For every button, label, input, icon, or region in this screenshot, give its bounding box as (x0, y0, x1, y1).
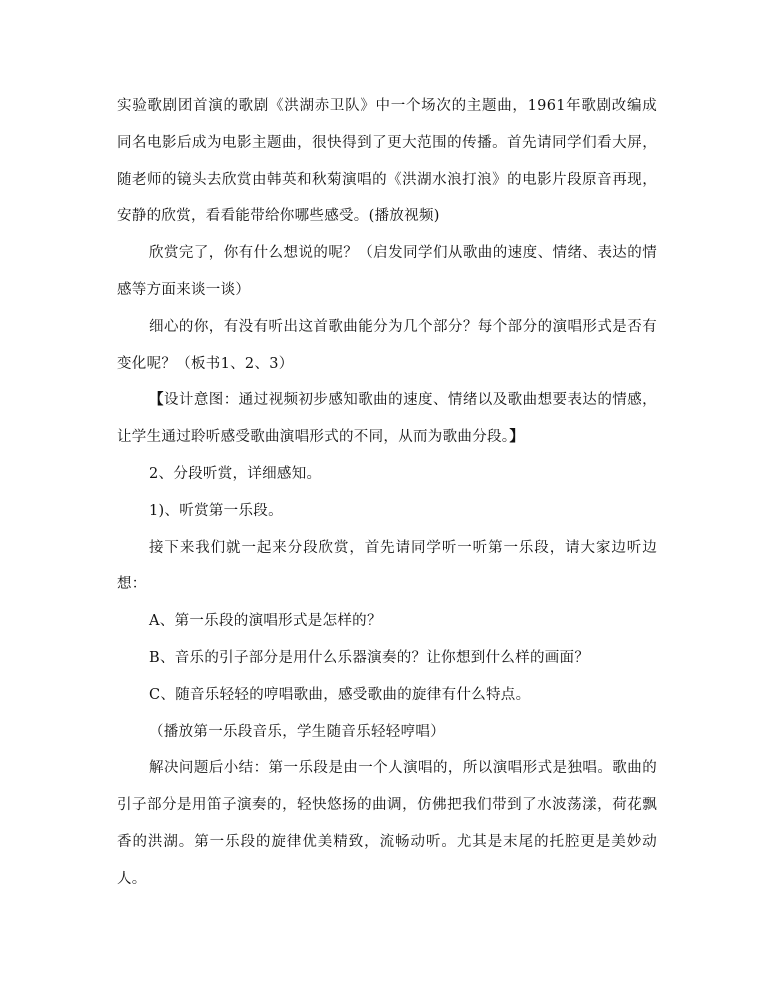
paragraph-step-2-1: 1)、听赏第一乐段。 (149, 502, 283, 519)
design-intent-text: 设计意图：通过视频初步感知歌曲的速度、情绪以及歌曲想要表达的情感，让学生通过聆听感受歌曲演唱形式的不同，从而为歌曲分段。 (117, 392, 657, 446)
design-intent-open-bracket: 【 (149, 391, 164, 409)
paragraph-design-intent (117, 382, 657, 456)
paragraph-question-c: C、随音乐轻轻的哼唱歌曲，感受歌曲的旋律有什么特点。 (149, 686, 531, 703)
paragraph-play-section-one: （播放第一乐段音乐，学生随音乐轻轻哼唱） (149, 723, 445, 740)
design-intent-close-bracket: 】 (509, 428, 525, 446)
paragraph-section-one-intro: 接下来我们就一起来分段欣赏，首先请同学听一听第一乐段，请大家边听边想： (117, 539, 657, 593)
paragraph-summary: 解决问题后小结：第一乐段是由一个人演唱的，所以演唱形式是独唱。歌曲的引子部分是用笛子演奏的，轻快悠扬的曲调，仿佛把我们带到了水波荡漾，荷花飘香的洪湖。第一乐段的旋律优美精致，流畅动听。尤其是末尾的托腔更是美妙动人。 (117, 760, 657, 887)
paragraph-intro-continuation: 实验歌剧团首演的歌剧《洪湖赤卫队》中一个场次的主题曲，1961年歌剧改编成同名电影后成为电影主题曲，很快得到了更大范围的传播。首先请同学们看大屏，随老师的镜头去欣赏由韩英和秋菊演唱的《洪湖水浪打浪》的电影片段原音再现，安静的欣赏，看看能带给你哪些感受。(播放视频) (117, 98, 657, 225)
paragraph-step-2: 2、分段听赏，详细感知。 (149, 465, 322, 482)
paragraph-sections-question: 细心的你，有没有听出这首歌曲能分为几个部分？每个部分的演唱形式是否有变化呢？（板书1、2、3） (117, 318, 657, 372)
paragraph-question-b: B、音乐的引子部分是用什么乐器演奏的？让你想到什么样的画面？ (149, 649, 590, 666)
document-body (117, 88, 657, 898)
paragraph-question-a: A、第一乐段的演唱形式是怎样的？ (149, 613, 382, 630)
paragraph-after-listening: 欣赏完了，你有什么想说的呢？（启发同学们从歌曲的速度、情绪、表达的情感等方面来谈一谈） (117, 245, 657, 298)
